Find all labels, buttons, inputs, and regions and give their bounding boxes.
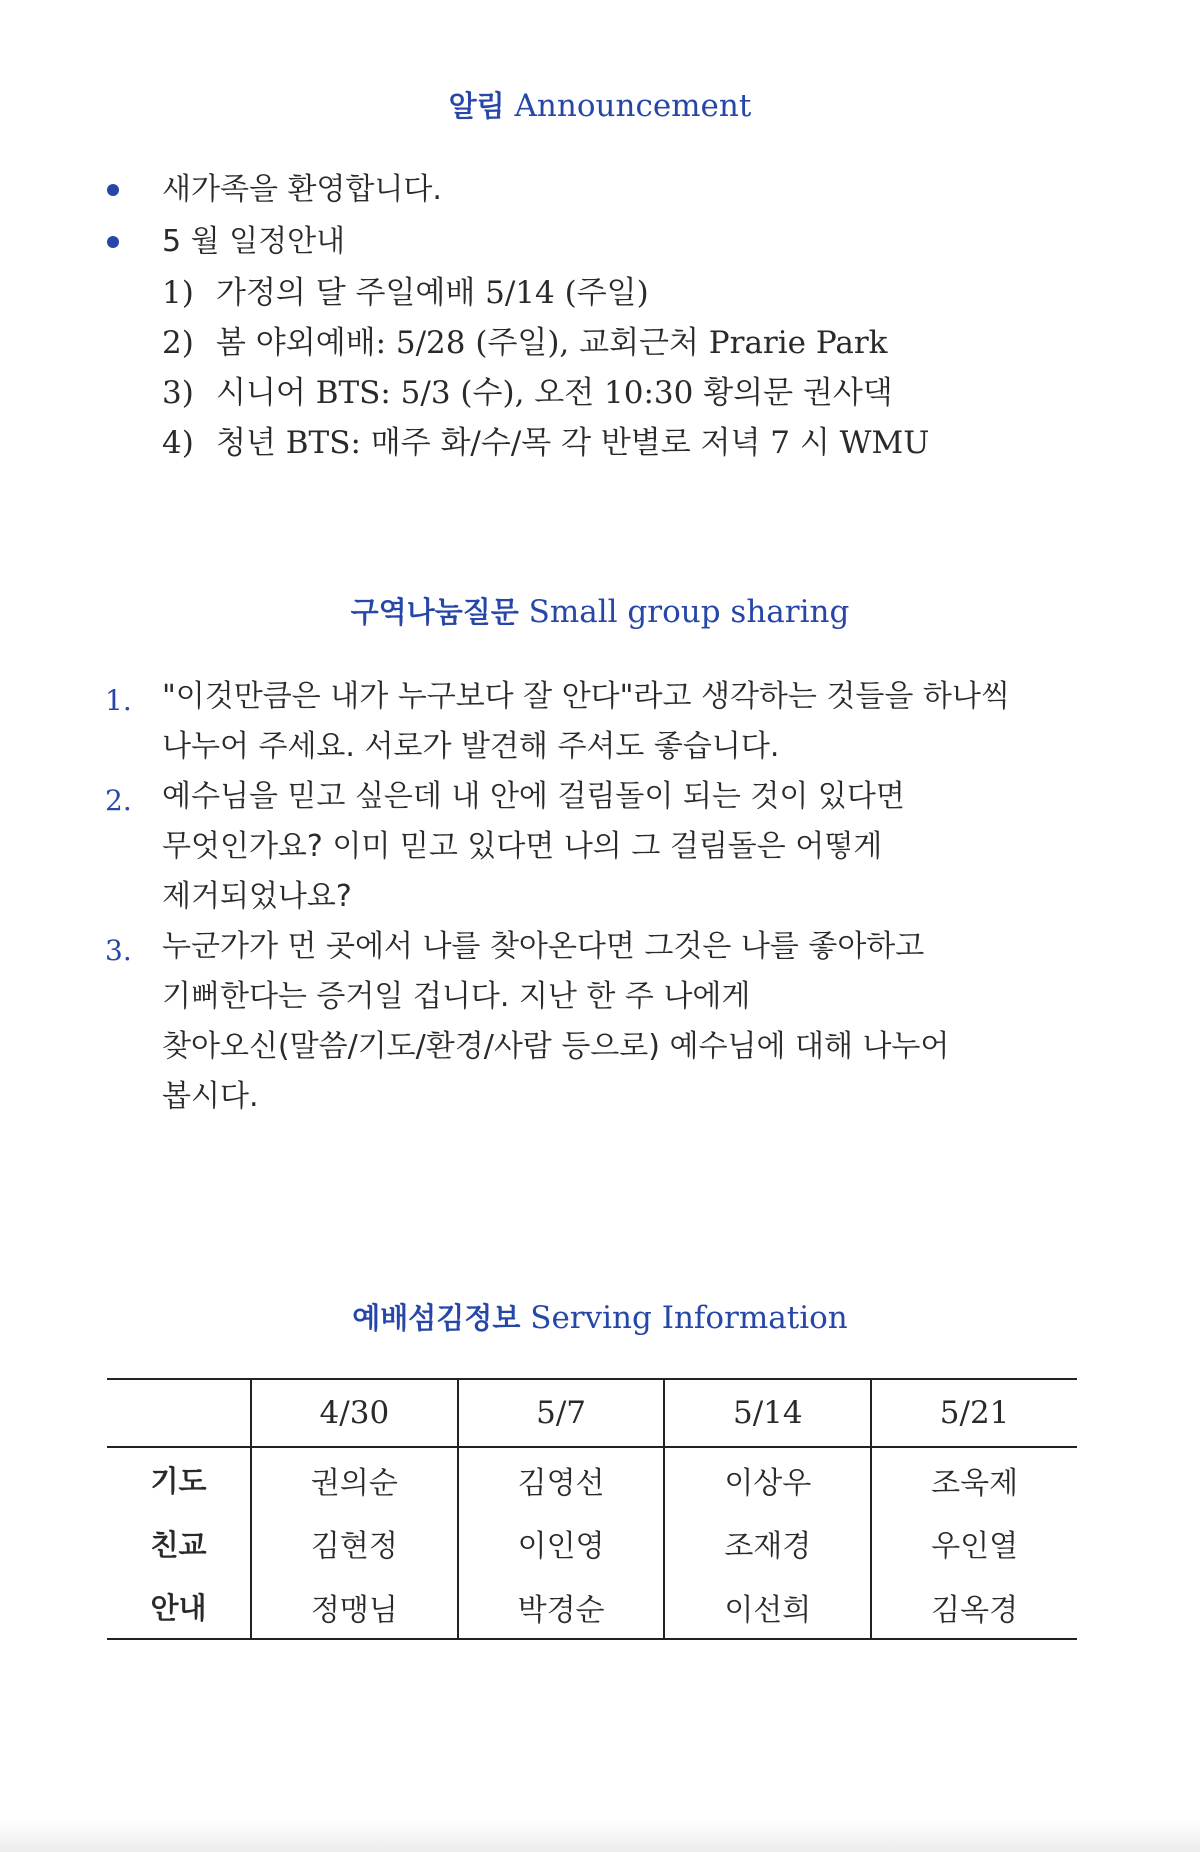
question-line: 무엇인가요? 이미 믿고 있다면 나의 그 걸림돌은 어떻게 <box>162 829 883 864</box>
schedule-item <box>0 318 1200 368</box>
serving-name: 김현정 <box>251 1511 458 1575</box>
sharing-question-list <box>0 672 1200 1122</box>
question-line: 누군가가 먼 곳에서 나를 찾아온다면 그것은 나를 좋아하고 <box>162 929 925 964</box>
page-bottom-shadow <box>0 1820 1200 1852</box>
schedule-number: 1) <box>162 275 194 311</box>
bullet-dot-icon <box>107 184 119 196</box>
schedule-item <box>0 268 1200 318</box>
schedule-number: 3) <box>162 375 194 411</box>
serving-name: 이인영 <box>458 1511 665 1575</box>
schedule-item <box>0 368 1200 418</box>
date-header: 5/7 <box>458 1379 665 1447</box>
question-number: 1. <box>105 684 132 717</box>
serving-name: 조욱제 <box>871 1447 1077 1511</box>
serving-name: 우인열 <box>871 1511 1077 1575</box>
question-line: 예수님을 믿고 싶은데 내 안에 걸림돌이 되는 것이 있다면 <box>162 779 905 814</box>
serving-name: 김옥경 <box>871 1575 1077 1639</box>
schedule-text: 가정의 달 주일예배 5/14 (주일) <box>216 275 649 311</box>
serving-name: 이선희 <box>664 1575 871 1639</box>
serving-title-en: Serving Information <box>530 1300 848 1336</box>
sharing-title-ko: 구역나눔질문 <box>350 595 519 629</box>
serving-heading <box>0 1296 1200 1337</box>
question-text <box>162 922 1082 1122</box>
schedule-number: 4) <box>162 425 194 461</box>
sharing-heading <box>0 590 1200 631</box>
question-line: 기뻐한다는 증거일 겁니다. 지난 한 주 나에게 <box>162 979 751 1014</box>
serving-name: 정맹님 <box>251 1575 458 1639</box>
schedule-number: 2) <box>162 325 194 361</box>
question-text <box>162 772 1082 922</box>
announcement-title-en: Announcement <box>514 88 752 124</box>
announcement-item <box>0 164 1200 216</box>
serving-name: 조재경 <box>664 1511 871 1575</box>
role-label: 안내 <box>150 1591 207 1625</box>
question-line: 제거되었나요? <box>162 879 352 914</box>
header-blank-cell <box>107 1379 251 1447</box>
announcement-title-ko: 알림 <box>448 89 505 123</box>
serving-name: 권의순 <box>251 1447 458 1511</box>
announcement-text: 새가족을 환영합니다. <box>162 172 442 207</box>
serving-title-ko: 예배섬김정보 <box>352 1301 521 1335</box>
table-row <box>107 1447 1077 1511</box>
serving-name: 박경순 <box>458 1575 665 1639</box>
schedule-text: 청년 BTS: 매주 화/수/목 각 반별로 저녁 7 시 WMU <box>216 425 930 461</box>
question-line: 나누어 주세요. 서로가 발견해 주셔도 좋습니다. <box>162 729 780 764</box>
announcement-item <box>0 216 1200 268</box>
serving-name: 김영선 <box>458 1447 665 1511</box>
date-header: 5/14 <box>664 1379 871 1447</box>
announcement-heading <box>0 84 1200 125</box>
serving-name: 이상우 <box>664 1447 871 1511</box>
schedule-item <box>0 418 1200 468</box>
role-label: 기도 <box>150 1464 207 1498</box>
question-number: 3. <box>105 934 132 967</box>
question-line: 봅시다. <box>162 1079 259 1114</box>
date-header: 5/21 <box>871 1379 1077 1447</box>
question-line: 찾아오신(말씀/기도/환경/사람 등으로) 예수님에 대해 나누어 <box>162 1029 950 1064</box>
role-label: 친교 <box>150 1527 207 1562</box>
sharing-question <box>0 922 1200 1122</box>
announcement-text: 5 월 일정안내 <box>162 224 346 259</box>
date-header: 4/30 <box>251 1379 458 1447</box>
table-row <box>107 1511 1077 1575</box>
serving-table <box>107 1378 1077 1640</box>
bullet-dot-icon <box>107 236 119 248</box>
sharing-question <box>0 672 1200 772</box>
question-number: 2. <box>105 784 132 817</box>
sharing-title-en: Small group sharing <box>528 594 850 630</box>
table-row <box>107 1575 1077 1639</box>
serving-header-row <box>107 1379 1077 1447</box>
question-line: "이것만큼은 내가 누구보다 잘 안다"라고 생각하는 것들을 하나씩 <box>162 679 1010 714</box>
sharing-question <box>0 772 1200 922</box>
announcement-list <box>0 164 1200 468</box>
schedule-text: 시니어 BTS: 5/3 (수), 오전 10:30 황의문 권사댁 <box>216 375 893 411</box>
question-text <box>162 672 1082 772</box>
schedule-text: 봄 야외예배: 5/28 (주일), 교회근처 Prarie Park <box>216 325 888 361</box>
